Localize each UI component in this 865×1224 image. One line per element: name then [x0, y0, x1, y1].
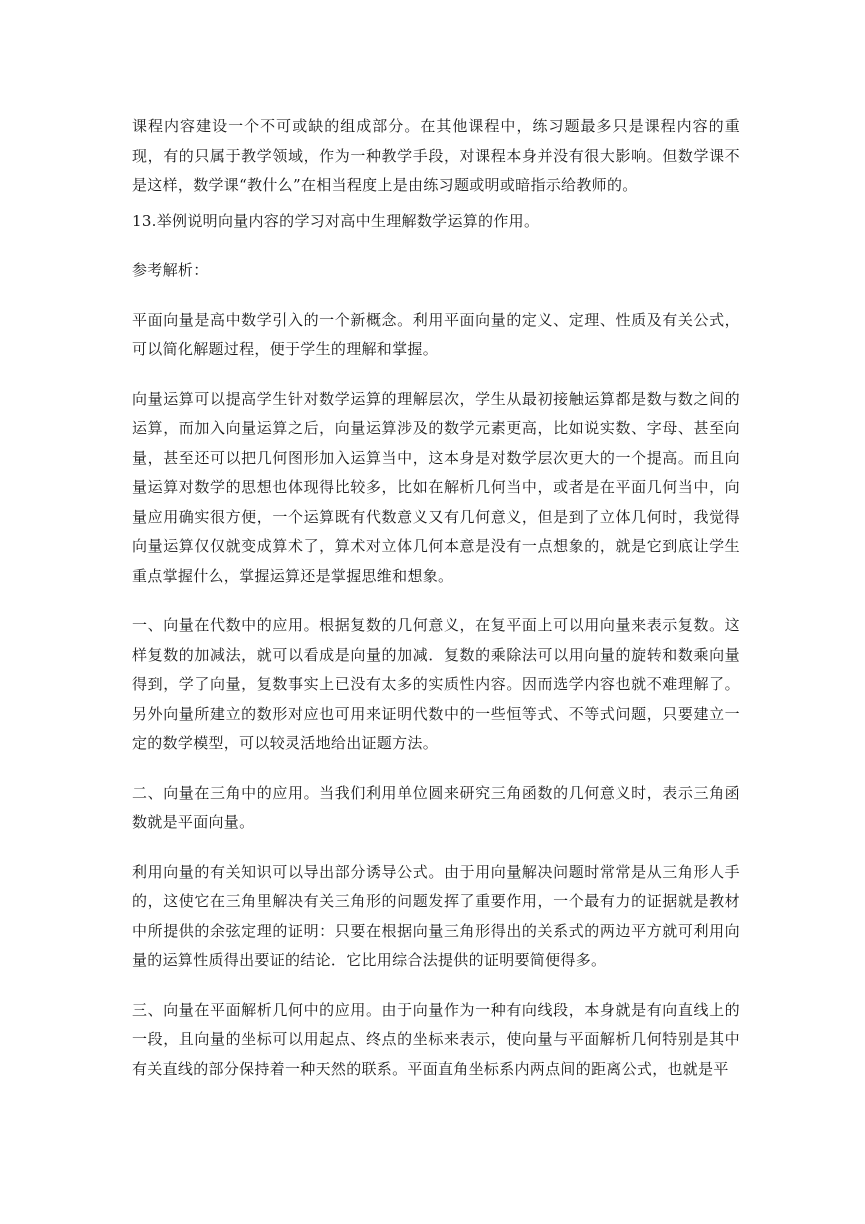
paragraph-trigonometry-application: 二、向量在三角中的应用。当我们利用单位圆来研究三角函数的几何意义时，表示三角函数就是平面向量。	[132, 783, 740, 831]
paragraph-intro-continuation: 课程内容建设一个不可或缺的组成部分。在其他课程中，练习题最多只是课程内容的重现，有的只属于教学领域，作为一种教学手段，对课程本身并没有很大影响。但数学课不是这样，数学课“教什么”在相当程度上是由练习题或明或暗指示给教师的。	[132, 117, 740, 194]
paragraph-vector-concept: 平面向量是高中数学引入的一个新概念。利用平面向量的定义、定理、性质及有关公式，可以简化解题过程，便于学生的理解和掌握。	[132, 310, 740, 358]
paragraph-induction-formulas: 利用向量的有关知识可以导出部分诱导公式。由于用向量解决问题时常常是从三角形人手的，这使它在三角里解决有关三角形的问题发挥了重要作用，一个最有力的证据就是教材中所提供的余弦定理的证明：只要在根据向量三角形得出的关系式的两边平方就可利用向量的运算性质得出要证的结论．它比用综合法提供的证明要简便得多。	[132, 862, 740, 969]
answer-heading: 参考解析：	[132, 261, 209, 279]
document-body	[132, 112, 740, 1084]
question-13: 13.举例说明向量内容的学习对高中生理解数学运算的作用。	[132, 211, 540, 230]
paragraph-analytic-geometry-application: 三、向量在平面解析几何中的应用。由于向量作为一种有向线段，本身就是有向直线上的一段，且向量的坐标可以用起点、终点的坐标来表示，使向量与平面解析几何特别是其中有关直线的部分保持着一种天然的联系。平面直角坐标系内两点间的距离公式，也就是平	[132, 1000, 740, 1078]
paragraph-algebra-application: 一、向量在代数中的应用。根据复数的几何意义，在复平面上可以用向量来表示复数。这样复数的加减法，就可以看成是向量的加减．复数的乘除法可以用向量的旋转和数乘向量得到，学了向量，复数事实上已没有太多的实质性内容。因而选学内容也就不难理解了。另外向量所建立的数形对应也可用来证明代数中的一些恒等式、不等式问题，只要建立一定的数学模型，可以较灵活地给出证题方法。	[132, 616, 740, 752]
paragraph-vector-operations: 向量运算可以提高学生针对数学运算的理解层次，学生从最初接触运算都是数与数之间的运算，而加入向量运算之后，向量运算涉及的数学元素更高，比如说实数、字母、甚至向量，甚至还可以把几何图形加入运算当中，这本身是对数学层次更大的一个提高。而且向量运算对数学的思想也体现得比较多，比如在解析几何当中，或者是在平面几何当中，向量应用确实很方便，一个运算既有代数意义又有几何意义，但是到了立体几何时，我觉得向量运算仅仅就变成算术了，算术对立体几何本意是没有一点想象的，就是它到底让学生重点掌握什么，掌握运算还是掌握思维和想象。	[132, 389, 740, 585]
